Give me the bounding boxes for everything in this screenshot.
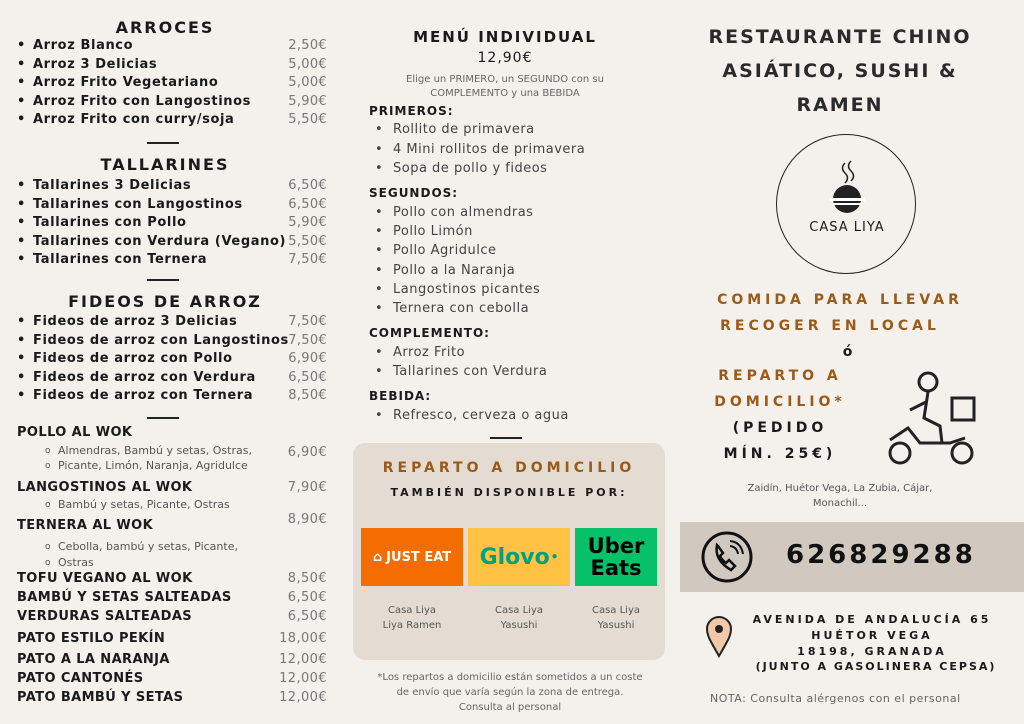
delivery-text: DOMICILIO* (714, 394, 846, 410)
or-text: ó (842, 344, 853, 360)
menu-column-center (345, 0, 675, 724)
uber-eats-logo[interactable]: Uber Eats (575, 528, 657, 586)
divider (147, 417, 179, 419)
wok-detail: o Ostras (58, 555, 94, 570)
menu-item: BAMBÚ Y SETAS SALTEADAS 6,50€ (17, 590, 327, 605)
menu-item: • Fideos de arroz con Ternera 8,50€ (17, 388, 327, 406)
divider (147, 142, 179, 144)
wok-detail: o Cebolla, bambú y setas, Picante, (58, 539, 238, 554)
menu-individual-price: 12,90€ (477, 50, 533, 66)
delivery-footnote: *Los repartos a domicilio están sometidos a un coste de envío que varía según la zona de entrega. Consulta al personal (377, 672, 643, 713)
platform-label: Casa Liya Yasushi (591, 605, 641, 631)
menu-note: COMPLEMENTO y una BEBIDA (430, 88, 580, 99)
just-eat-logo[interactable]: ⌂ JUST EAT (361, 528, 463, 586)
ramen-bowl-icon (777, 135, 917, 275)
menu-option: • Rollito de primavera (393, 122, 535, 137)
pin-icon: • (550, 550, 559, 564)
delivery-card (353, 443, 665, 660)
takeaway-text: COMIDA PARA LLEVAR (717, 292, 963, 308)
menu-option: • Pollo Agridulce (393, 243, 497, 258)
menu-option: • Tallarines con Verdura (393, 364, 547, 379)
divider (490, 437, 522, 439)
logo-text: CASA LIYA (809, 220, 885, 235)
fideos-title: FIDEOS DE ARROZ (68, 292, 262, 311)
location-pin-icon (706, 616, 732, 660)
menu-item: • Tallarines con Verdura (Vegano) 5,50€ (17, 234, 327, 252)
divider (147, 279, 179, 281)
menu-item: • Fideos de arroz con Verdura 6,50€ (17, 370, 327, 388)
glovo-logo[interactable]: Glovo • (468, 528, 570, 586)
menu-option: • 4 Mini rollitos de primavera (393, 142, 585, 157)
menu-item: • Fideos de arroz con Langostinos 7,50€ (17, 333, 327, 351)
segundos-heading: SEGUNDOS: (369, 186, 459, 200)
delivery-subtitle: TAMBIÉN DISPONIBLE POR: (390, 486, 628, 499)
bebida-heading: BEBIDA: (369, 389, 432, 403)
menu-item: • Tallarines con Langostinos 6,50€ (17, 197, 327, 215)
address: AVENIDA DE ANDALUCÍA 65 HUÉTOR VEGA 18198, GRANADA (752, 613, 992, 658)
wok-item-pollo: POLLO AL WOK 6,90€ (17, 425, 327, 460)
info-column-right (680, 0, 1024, 724)
menu-item: PATO A LA NARANJA 12,00€ (17, 652, 327, 667)
address-note: (JUNTO A GASOLINERA CEPSA) (755, 660, 997, 673)
menu-item: PATO ESTILO PEKÍN 18,00€ (17, 631, 327, 646)
delivery-zones: Zaidín, Huétor Vega, La Zubia, Cájar, Monachil... (747, 483, 933, 509)
menu-item: • Tallarines 3 Delicias 6,50€ (17, 178, 327, 196)
menu-note: Elige un PRIMERO, un SEGUNDO con su (406, 74, 604, 85)
menu-item: • Arroz Frito con curry/soja 5,50€ (17, 112, 327, 130)
menu-item: • Fideos de arroz con Pollo 6,90€ (17, 351, 327, 369)
arroces-title: ARROCES (115, 18, 215, 37)
menu-option: • Pollo con almendras (393, 205, 533, 220)
menu-option: • Pollo a la Naranja (393, 263, 515, 278)
wok-detail: o Almendras, Bambú y setas, Ostras, (58, 443, 252, 458)
house-icon: ⌂ (372, 549, 383, 565)
delivery-text: REPARTO A (718, 368, 842, 384)
pickup-text: RECOGER EN LOCAL (720, 318, 940, 334)
primeros-heading: PRIMEROS: (369, 104, 454, 118)
menu-item: VERDURAS SALTEADAS 6,50€ (17, 609, 327, 624)
min-order-text: (PEDIDO (732, 420, 828, 436)
menu-column-left (0, 0, 340, 724)
menu-option: • Pollo Limón (393, 224, 473, 239)
menu-individual-title: MENÚ INDIVIDUAL (413, 28, 597, 46)
menu-item: • Fideos de arroz 3 Delicias 7,50€ (17, 314, 327, 332)
menu-option: • Sopa de pollo y fideos (393, 161, 547, 176)
wok-item-ternera: TERNERA AL WOK 8,90€ (17, 512, 327, 533)
menu-item: • Arroz Frito Vegetariano 5,00€ (17, 75, 327, 93)
restaurant-title: RESTAURANTE CHINO ASIÁTICO, SUSHI & RAMEN (708, 26, 972, 116)
delivery-title: REPARTO A DOMICILIO (382, 460, 636, 476)
menu-option: • Arroz Frito (393, 345, 465, 360)
menu-item: • Arroz Blanco 2,50€ (17, 38, 327, 56)
min-order-text: MÍN. 25€) (723, 446, 837, 462)
tallarines-title: TALLARINES (100, 155, 230, 174)
menu-item: TOFU VEGANO AL WOK 8,50€ (17, 571, 327, 586)
menu-option: • Langostinos picantes (393, 282, 540, 297)
wok-item-langostinos: LANGOSTINOS AL WOK 7,90€ (17, 480, 327, 495)
menu-item: PATO BAMBÚ Y SETAS 12,00€ (17, 690, 327, 705)
allergens-note: NOTA: Consulta alérgenos con el personal (710, 692, 961, 705)
menu-item: • Arroz 3 Delicias 5,00€ (17, 57, 327, 75)
phone-banner (680, 522, 1024, 592)
delivery-scooter-icon (880, 368, 980, 468)
menu-item: • Tallarines con Ternera 7,50€ (17, 252, 327, 270)
menu-option: • Refresco, cerveza o agua (393, 408, 569, 423)
menu-item: • Arroz Frito con Langostinos 5,90€ (17, 94, 327, 112)
phone-icon (700, 530, 754, 584)
menu-item: PATO CANTONÉS 12,00€ (17, 671, 327, 686)
wok-detail: o Bambú y setas, Picante, Ostras (58, 497, 230, 512)
restaurant-logo (776, 134, 916, 274)
complemento-heading: COMPLEMENTO: (369, 326, 490, 340)
menu-item: • Tallarines con Pollo 5,90€ (17, 215, 327, 233)
menu-option: • Ternera con cebolla (393, 301, 529, 316)
platform-label: Casa Liya Liya Ramen (382, 605, 442, 631)
wok-detail: o Picante, Limón, Naranja, Agridulce (58, 458, 248, 473)
phone-number[interactable]: 626829288 (786, 540, 976, 570)
platform-label: Casa Liya Yasushi (494, 605, 544, 631)
